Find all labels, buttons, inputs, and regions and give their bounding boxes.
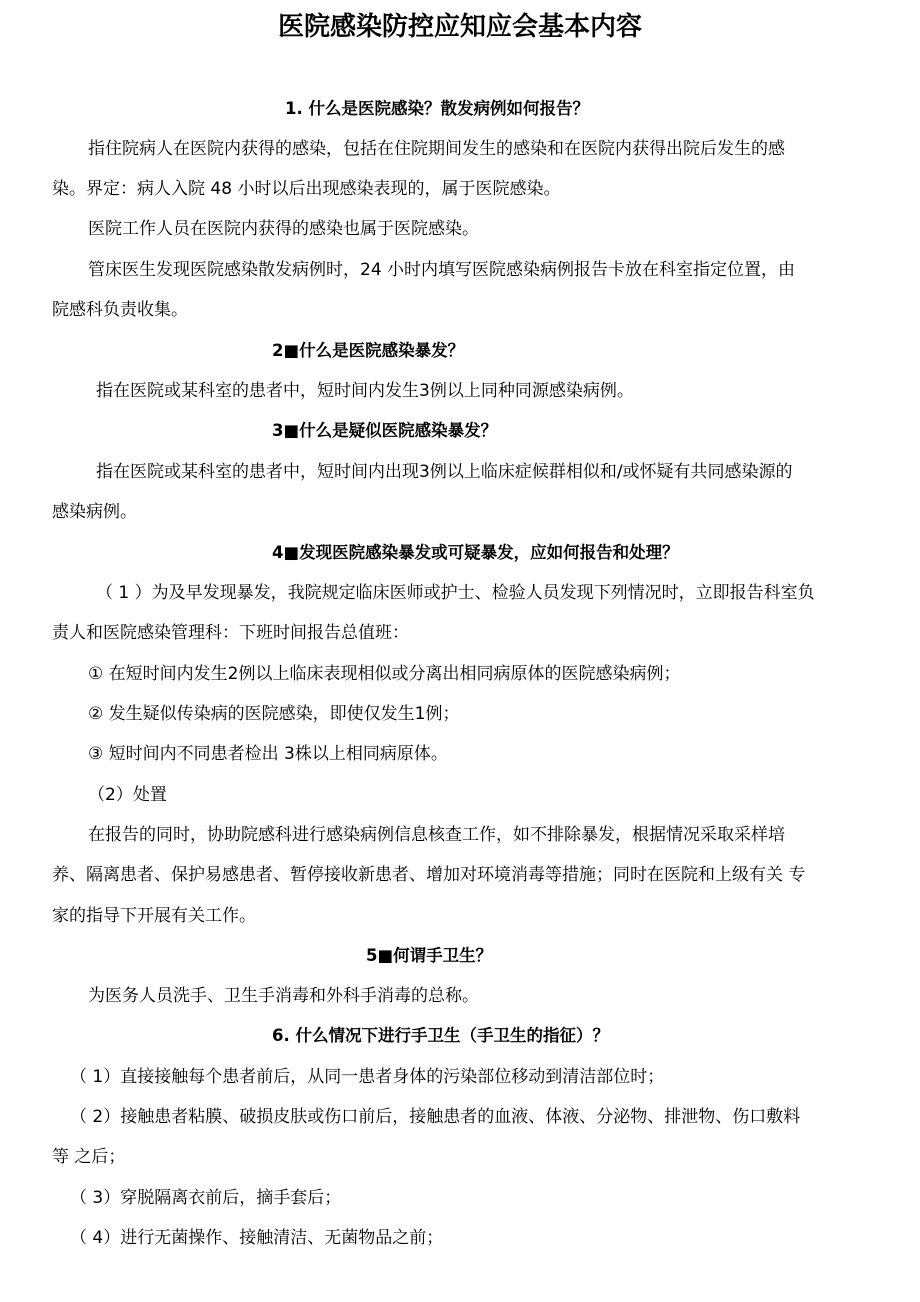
section-2-heading: 2■什么是医院感染暴发？ [272,341,465,360]
section-1-paragraph-2: 医院工作人员在医院内获得的感染也属于医院感染。 [88,219,479,239]
section-3-heading: 3■什么是疑似医院感染暴发？ [272,421,498,440]
section-5-paragraph: 为医务人员洗手、卫生手消毒和外科手消毒的总称。 [88,986,479,1006]
section-4-list-item-1: ① 在短时间内发生2例以上临床表现相似或分离出相同病原体的医院感染病例； [88,664,681,684]
section-6-list-item-4: （ 4）进行无菌操作、接触清洁、无菌物品之前； [70,1228,444,1248]
section-6-list-item-3: （ 3）穿脱隔离衣前后，摘手套后； [70,1188,342,1208]
page-title: 医院感染防控应知应会基本内容 [277,12,642,42]
section-1-paragraph-3-line-1: 管床医生发现医院感染散发病例时，24 小时内填写医院感染病例报告卡放在科室指定位置，由 [88,260,796,280]
section-6-list-item-2-line-1: （ 2）接触患者粘膜、破损皮肤或伤口前后，接触患者的血液、体液、分泌物、排泄物、伤口敷料 [70,1107,801,1127]
section-4-subheading: （2）处置 [88,785,167,805]
section-4-list-item-3: ③ 短时间内不同患者检出 3株以上相同病原体。 [88,744,448,764]
section-4-paragraph-3-line-2: 养、隔离患者、保护易感患者、暂停接收新患者、增加对环境消毒等措施；同时在医院和上级有关 专 [52,865,806,885]
section-6-heading: 6. 什么情况下进行手卫生（手卫生的指征）？ [272,1026,609,1045]
section-4-heading: 4■发现医院感染暴发或可疑暴发，应如何报告和处理？ [272,543,679,562]
section-6-list-item-2-line-2: 等 之后； [52,1147,126,1167]
section-4-paragraph-3-line-3: 家的指导下开展有关工作。 [52,906,256,926]
section-6-list-item-1: （ 1）直接接触每个患者前后，从同一患者身体的污染部位移动到清洁部位时； [70,1067,665,1087]
section-1-heading: 1. 什么是医院感染？散发病例如何报告？ [285,99,589,118]
section-2-paragraph: 指在医院或某科室的患者中，短时间内发生3例以上同种同源感染病例。 [96,381,634,401]
section-4-paragraph-3-line-1: 在报告的同时，协助院感科进行感染病例信息核查工作，如不排除暴发，根据情况采取采样培 [88,825,785,845]
section-4-paragraph-1-line-2: 责人和医院感染管理科：下班时间报告总值班： [52,623,409,643]
section-3-paragraph-line-2: 感染病例。 [52,502,137,522]
section-5-heading: 5■何谓手卫生？ [366,946,493,965]
section-4-paragraph-1-line-1: （ 1 ）为及早发现暴发，我院规定临床医师或护士、检验人员发现下列情况时，立即报告科室负 [96,583,815,603]
section-1-paragraph-1-line-1: 指住院病人在医院内获得的感染，包括在住院期间发生的感染和在医院内获得出院后发生的感 [88,139,785,159]
section-1-paragraph-1-line-2: 染。界定：病人入院 48 小时以后出现感染表现的，属于医院感染。 [52,179,561,199]
section-1-paragraph-3-line-2: 院感科负责收集。 [52,300,188,320]
section-3-paragraph-line-1: 指在医院或某科室的患者中，短时间内出现3例以上临床症候群相似和/或怀疑有共同感染源的 [96,462,793,482]
section-4-list-item-2: ② 发生疑似传染病的医院感染，即使仅发生1例； [88,704,460,724]
